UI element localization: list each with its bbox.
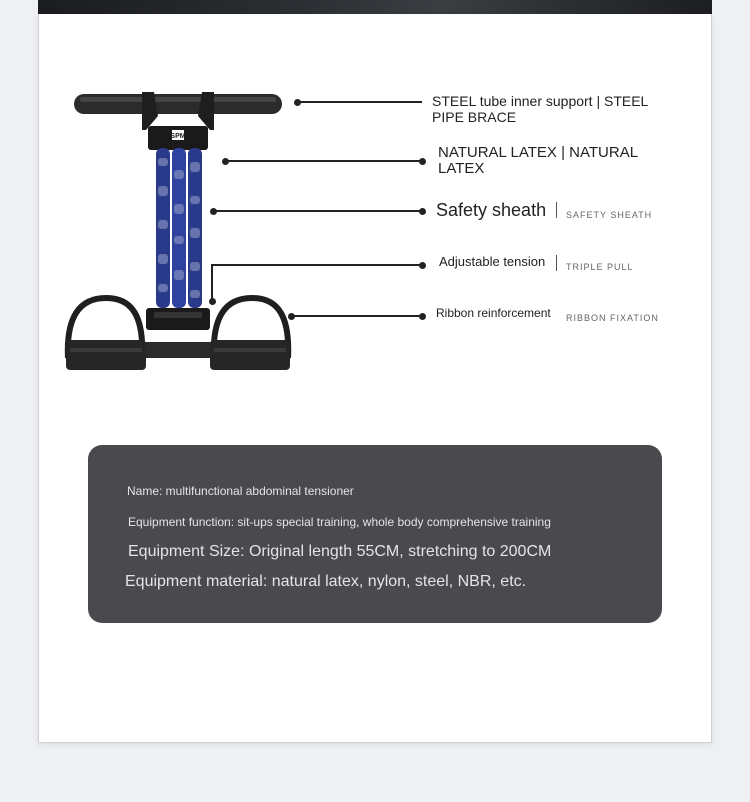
feature-sheath-divider bbox=[556, 202, 557, 218]
callout-line-steel bbox=[298, 101, 422, 103]
bottom-connector bbox=[146, 308, 210, 330]
specifications-panel bbox=[88, 445, 662, 623]
callout-dot-tension bbox=[209, 298, 216, 305]
feature-steel-label: STEEL tube inner support | STEEL PIPE BRACE bbox=[432, 93, 648, 125]
callout-end-dot-ribbon bbox=[419, 313, 426, 320]
latex-bands bbox=[156, 148, 202, 308]
callout-line-tension bbox=[211, 264, 422, 266]
brand-logo: SPM bbox=[170, 133, 186, 140]
spec-material: Equipment material: natural latex, nylon, steel, NBR, etc. bbox=[125, 573, 527, 590]
callout-vert-tension bbox=[211, 264, 213, 302]
feature-ribbon-sub: RIBBON FIXATION bbox=[566, 313, 659, 323]
callout-line-latex bbox=[226, 160, 422, 162]
callout-line-ribbon bbox=[292, 315, 422, 317]
spec-function: Equipment function: sit-ups special training, whole body comprehensive training bbox=[128, 515, 551, 529]
callout-end-dot-latex bbox=[419, 158, 426, 165]
feature-tension-sub: TRIPLE PULL bbox=[566, 262, 634, 272]
spec-size: Equipment Size: Original length 55CM, stretching to 200CM bbox=[128, 543, 552, 560]
callout-line-sheath bbox=[214, 210, 422, 212]
feature-latex-label: NATURAL LATEX | NATURAL LATEX bbox=[438, 144, 638, 177]
feature-sheath-sub: SAFETY SHEATH bbox=[566, 210, 653, 220]
callout-end-dot-tension bbox=[419, 262, 426, 269]
foot-pedal-right bbox=[210, 298, 290, 370]
top-banner-strip bbox=[38, 0, 712, 14]
feature-tension-label: Adjustable tension bbox=[439, 254, 546, 269]
spec-name: Name: multifunctional abdominal tensioner bbox=[127, 484, 354, 498]
feature-tension-divider bbox=[556, 255, 557, 271]
pedal-resistance-band-image bbox=[62, 86, 294, 376]
feature-sheath-label: Safety sheath bbox=[436, 200, 547, 220]
feature-ribbon-label: Ribbon reinforcement bbox=[436, 306, 551, 320]
callout-end-dot-sheath bbox=[419, 208, 426, 215]
foot-pedal-left bbox=[66, 298, 146, 370]
